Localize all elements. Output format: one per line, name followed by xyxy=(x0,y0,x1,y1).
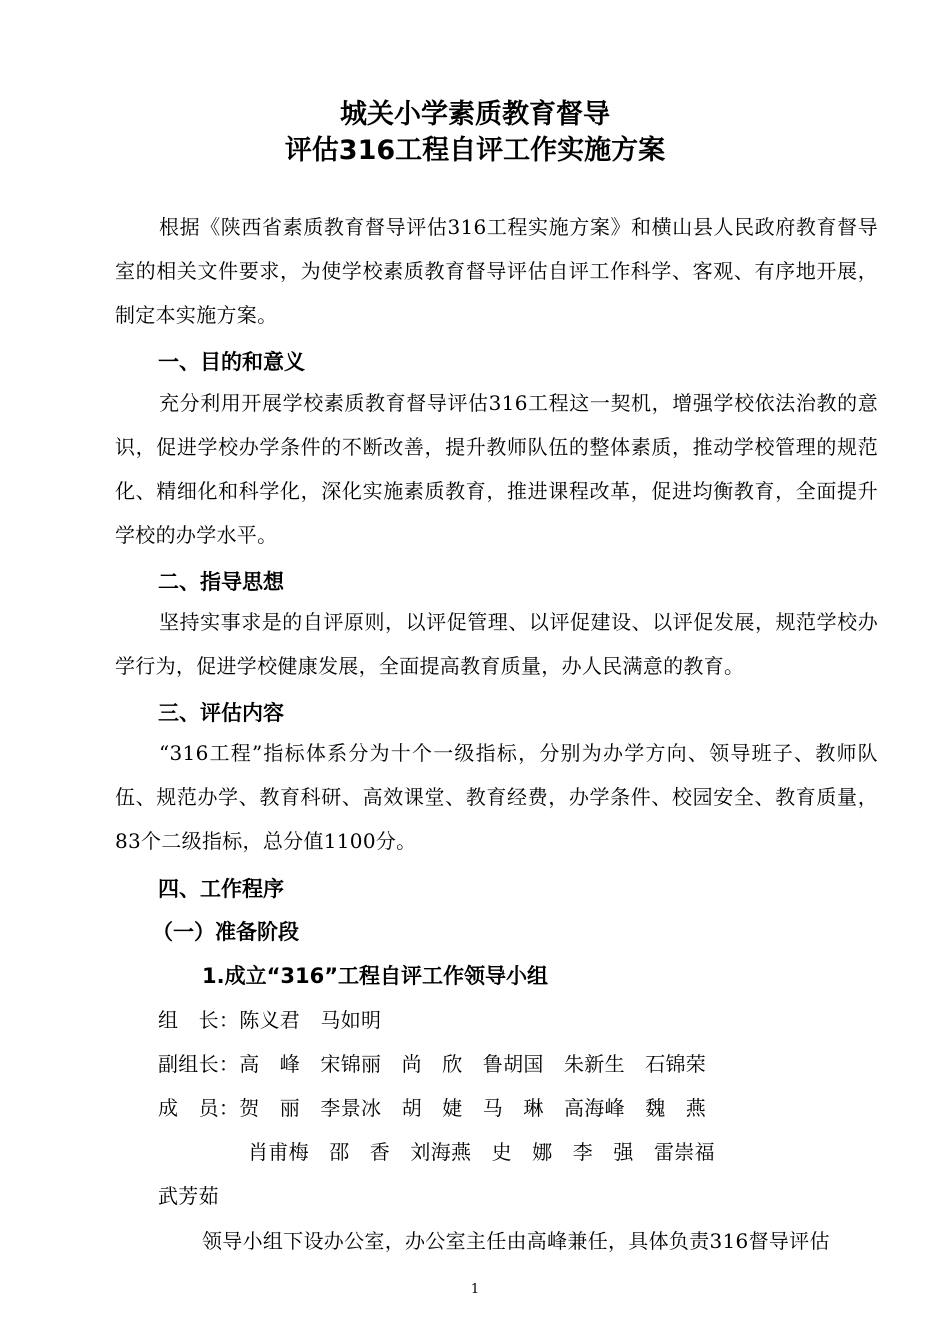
page-number: 1 xyxy=(470,1282,480,1297)
doc-title-line2: 评估316工程自评工作实施方案 xyxy=(284,135,666,166)
intro-paragraph: 根据《陕西省素质教育督导评估316工程实施方案》和横山县人民政府教育督导室的相关文件要求，为使学校素质教育督导评估自评工作科学、客观、有序地开展，制定本实施方案。 xyxy=(115,215,878,327)
group-members-row-1: 成 员：贺 丽 李景冰 胡 婕 马 琳 高海峰 魏 燕 xyxy=(158,1096,707,1120)
group-members-row-3: 武芳茹 xyxy=(158,1184,219,1208)
section-2-body: 坚持实事求是的自评原则，以评促管理、以评促建设、以评促发展，规范学校办学行为，促进学校健康发展，全面提高教育质量，办人民满意的教育。 xyxy=(115,610,878,678)
group-members-row-2: 肖甫梅 邵 香 刘海燕 史 娜 李 强 雷崇福 xyxy=(248,1140,715,1164)
group-leader-row: 组 长：陈义君 马如明 xyxy=(158,1008,382,1032)
doc-title-line1: 城关小学素质教育督导 xyxy=(340,99,610,130)
section-4-subheading: （一）准备阶段 xyxy=(152,920,299,944)
section-3-body: “316工程”指标体系分为十个一级指标，分别为办学方向、领导班子、教师队伍、规范办学、教育科研、高效课堂、教育经费，办学条件、校园安全、教育质量，83个二级指标，总分值1100分。 xyxy=(115,741,878,853)
section-4-item-1: 1.成立“316”工程自评工作领导小组 xyxy=(202,964,549,988)
section-3-heading: 三、评估内容 xyxy=(158,701,284,725)
section-1-heading: 一、目的和意义 xyxy=(158,350,305,374)
section-4-heading: 四、工作程序 xyxy=(158,877,284,901)
group-deputy-row: 副组长：高 峰 宋锦丽 尚 欣 鲁胡国 朱新生 石锦荣 xyxy=(158,1052,707,1076)
section-2-heading: 二、指导思想 xyxy=(158,570,284,594)
office-note: 领导小组下设办公室，办公室主任由高峰兼任，具体负责316督导评估 xyxy=(202,1229,830,1253)
section-1-body: 充分利用开展学校素质教育督导评估316工程这一契机，增强学校依法治教的意识，促进学校办学条件的不断改善，提升教师队伍的整体素质，推动学校管理的规范化、精细化和科学化，深化实施素质教育，推进课程改革，促进均衡教育，全面提升学校的办学水平。 xyxy=(115,391,878,547)
